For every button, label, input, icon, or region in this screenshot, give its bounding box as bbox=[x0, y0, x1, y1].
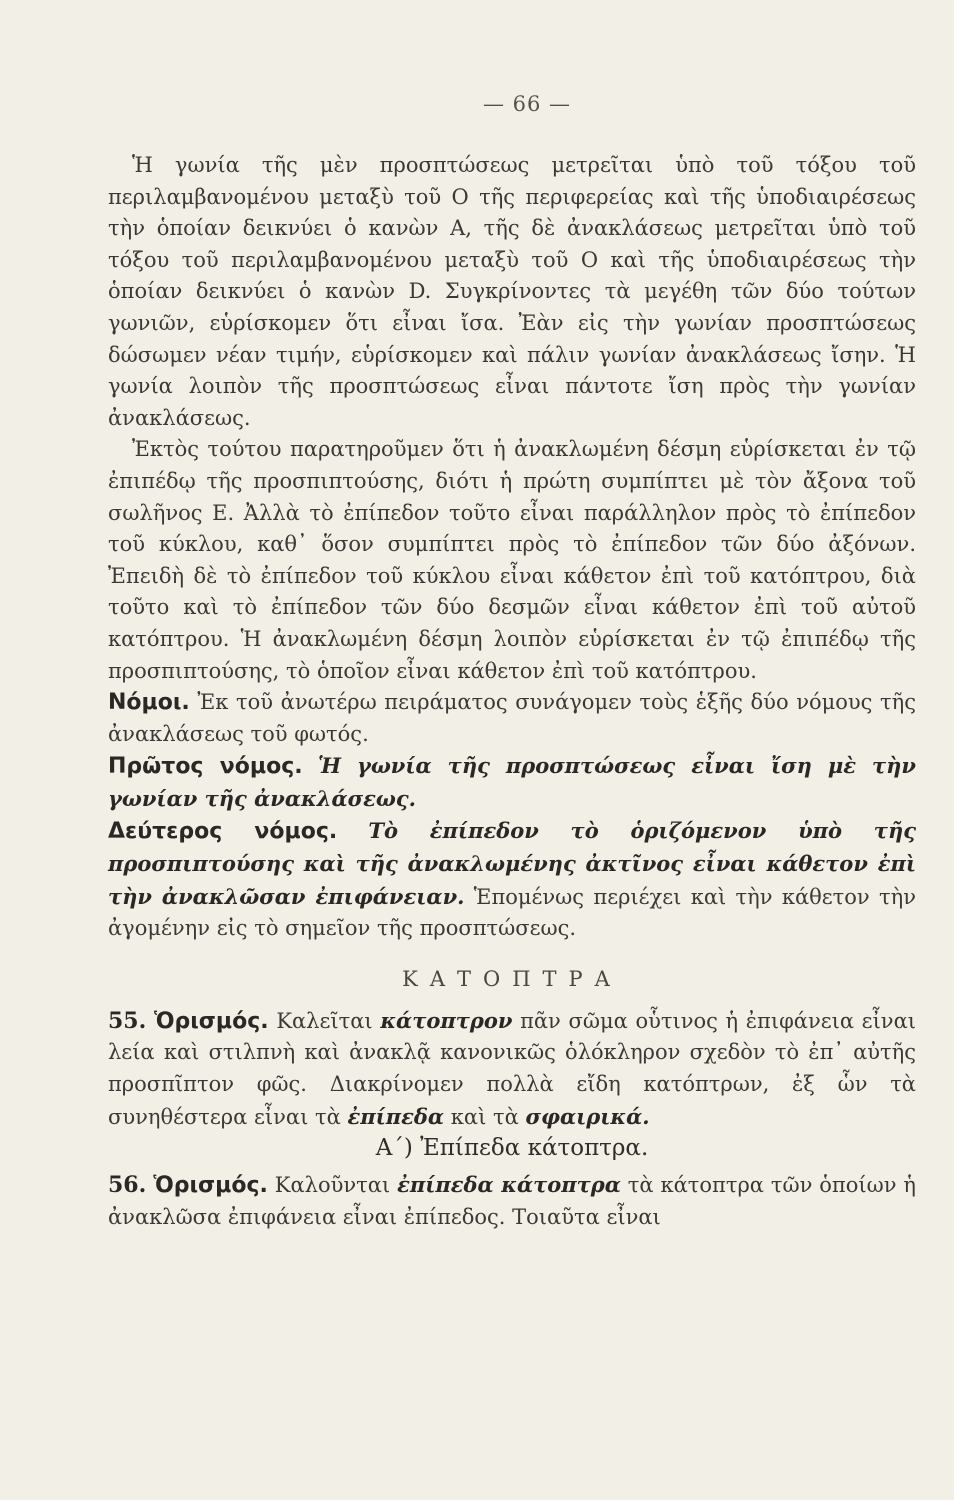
definition-55-text-2: πᾶν σῶμα οὗτινος ἡ ἐπιφάνεια εἶναι λεία καὶ στιλπνὴ καὶ ἀνακλᾷ κανονικῶς ὁλόκληρον σχεδὸν τὸ ἐπ᾽ αὐτῆς προσπῖπτον φῶς. Διακρίνομεν πολλὰ εἴδη κατόπτρων, ἐξ ὧν τὰ συνηθέστερα εἶναι τὰ bbox=[108, 1008, 916, 1129]
first-law-paragraph bbox=[108, 750, 916, 815]
laws-paragraph bbox=[108, 687, 916, 750]
definition-55-text-3: καὶ τὰ bbox=[450, 1104, 519, 1129]
definition-55-number: 55. bbox=[108, 1007, 147, 1034]
definition-55-text-1: Καλεῖται bbox=[276, 1008, 373, 1033]
definition-56 bbox=[108, 1169, 916, 1233]
section-title-mirrors: ΚΑΤΟΠΤΡΑ bbox=[402, 966, 622, 991]
paragraph-angle-measurement: Ἡ γωνία τῆς μὲν προσπτώσεως μετρεῖται ὑπὸ τοῦ τόξου τοῦ περιλαμβανομένου μεταξὺ τοῦ O τῆς περιφερείας καὶ τῆς ὑποδιαιρέσεως τὴν ὁποίαν δεικνύει ὁ κανὼν A, τῆς δὲ ἀνακλάσεως μετρεῖται ὑπὸ τοῦ τόξου τοῦ περιλαμβανομένου μεταξὺ τοῦ O καὶ τῆς ὑποδιαιρέσεως τὴν ὁποίαν δεικνύει ὁ κανὼν D. Συγκρίνοντες τὰ μεγέθη τῶν δύο τούτων γωνιῶν, εὑρίσκομεν ὅτι εἶναι ἴσα. Ἐὰν εἰς τὴν γωνίαν προσπτώσεως δώσωμεν νέαν τιμήν, εὑρίσκομεν καὶ πάλιν γωνίαν ἀνακλάσεως ἴσην. Ἡ γωνία λοιπὸν τῆς προσπτώσεως εἶναι πάντοτε ἴση πρὸς τὴν γωνίαν ἀνακλάσεως. bbox=[108, 153, 916, 430]
definition-56-label: Ὁρισμός. bbox=[153, 1173, 268, 1199]
page-number: — 66 — bbox=[482, 92, 572, 116]
first-law-label: Πρῶτος νόμος. bbox=[108, 754, 303, 780]
paragraph-reflected-beam-plane: Ἐκτὸς τούτου παρατηροῦμεν ὅτι ἡ ἀνακλωμένη δέσμη εὑρίσκεται ἐν τῷ ἐπιπέδῳ τῆς προσπιπτούσης, διότι ἡ πρώτη συμπίπτει μὲ τὸν ἄξονα τοῦ σωλῆνος E. Ἀλλὰ τὸ ἐπίπεδον τοῦτο εἶναι παράλληλον πρὸς τὸ ἐπίπεδον τοῦ κύκλου, καθ᾽ ὅσον συμπίπτει πρὸς τὸ ἐπίπεδον τῶν δύο ἀξόνων. Ἐπειδὴ δὲ τὸ ἐπίπεδον τοῦ κύκλου εἶναι κάθετον ἐπὶ τοῦ κατόπτρου, διὰ τοῦτο καὶ τὸ ἐπίπεδον τῶν δύο δεσμῶν εἶναι κάθετον ἐπὶ τοῦ αὐτοῦ κατόπτρου. Ἡ ἀνακλωμένη δέσμη λοιπὸν εὑρίσκεται ἐν τῷ ἐπιπέδῳ τῆς προσπιπτούσης, τὸ ὁποῖον εἶναι κάθετον ἐπὶ τοῦ κατόπτρου. bbox=[108, 437, 916, 683]
subsection-title-flat-mirrors: Α΄) Ἐπίπεδα κάτοπτρα. bbox=[375, 1135, 649, 1162]
second-law-text: Τὸ ἐπίπεδον τὸ ὁριζόμενον ὑπὸ τῆς προσπιπτούσης καὶ τῆς ἀνακλωμένης ἀκτῖνος εἶναι κάθετον ἐπὶ τὴν ἀνακλῶσαν ἐπιφάνειαν. bbox=[108, 818, 916, 909]
second-law-label: Δεύτερος νόμος. bbox=[108, 819, 338, 845]
definition-55-term: κάτοπτρον bbox=[380, 1007, 513, 1033]
second-law-rest: Ἑπομένως περιέχει καὶ τὴν κάθετον τὴν ἀγομένην εἰς τὸ σημεῖον τῆς προσπτώσεως. bbox=[108, 884, 916, 941]
laws-text: Ἐκ τοῦ ἀνωτέρω πειράματος συνάγομεν τοὺς ἑξῆς δύο νόμους τῆς ἀνακλάσεως τοῦ φωτός. bbox=[108, 690, 916, 746]
definition-56-term: ἐπίπεδα κάτοπτρα bbox=[397, 1172, 621, 1198]
definition-55-label: Ὁρισμός. bbox=[153, 1008, 269, 1034]
first-law-text: Ἡ γωνία τῆς προσπτώσεως εἶναι ἴση μὲ τὴν γωνίαν τῆς ἀνακλάσεως. bbox=[108, 753, 916, 811]
laws-label: Νόμοι. bbox=[108, 690, 190, 716]
definition-55-term-spherical: σφαιρικά. bbox=[525, 1103, 650, 1129]
definition-55-term-flat: ἐπίπεδα bbox=[347, 1103, 445, 1129]
definition-56-text-1: Καλοῦνται bbox=[274, 1173, 391, 1198]
definition-55 bbox=[108, 1005, 916, 1133]
second-law-paragraph bbox=[108, 815, 916, 944]
definition-56-text-2: τὰ κάτοπτρα τῶν ὁποίων ἡ ἀνακλῶσα ἐπιφάνεια εἶναι ἐπίπεδος. Τοιαῦτα εἶναι bbox=[108, 1173, 916, 1229]
definition-56-number: 56. bbox=[108, 1172, 147, 1199]
